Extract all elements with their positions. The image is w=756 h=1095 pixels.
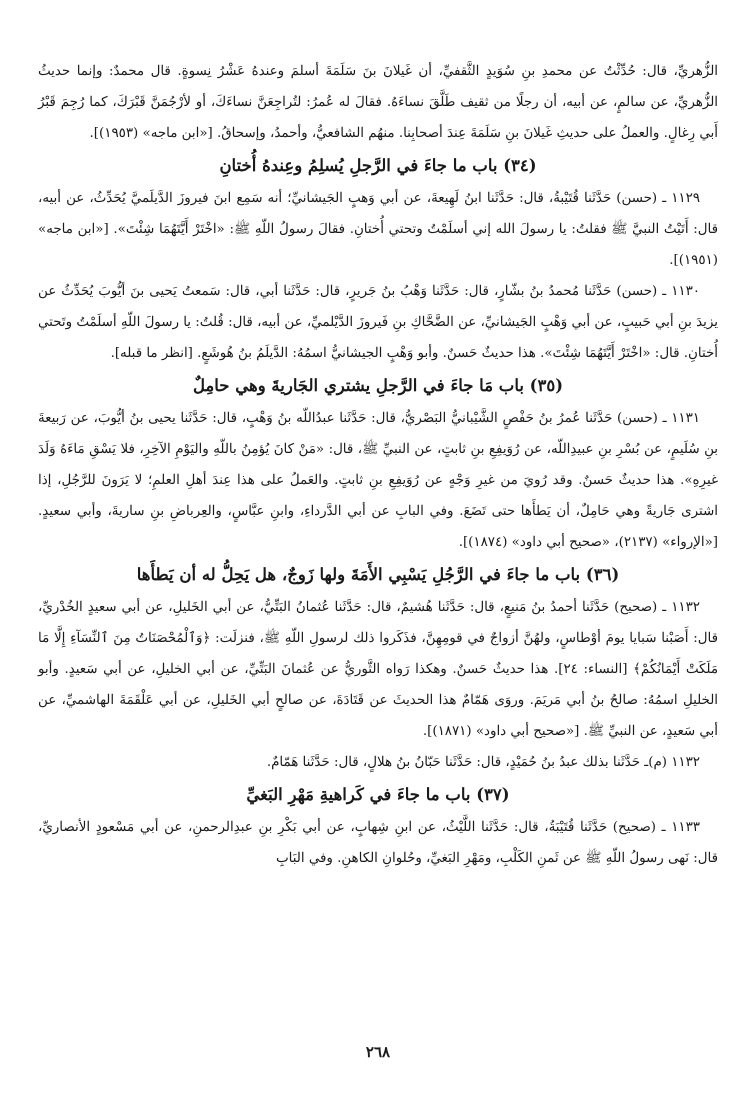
text-paragraph: الزُّهريِّ، قال: حُدِّثْتُ عن محمدِ بنِ سُوَيدٍ الثَّقفيِّ، أن غَيلانَ بنَ سَلَمَةَ أسلمَ وعندهُ عَشْرُ نِسوةٍ. قال محمدٌ: وإنما حديثُ الزُّهريِّ، عن سالمٍ، عن أبيه، أن رجلًا من ثقيف طَلَّقَ نساءَهُ. فقالَ له عُمرُ: لتُراجِعَنَّ نساءَكَ، أو لأرْجُمَنَّ قَبْرَكَ، كما رُجِمَ قَبْرُ أَبي رِغالٍ. والعملُ على حديثِ غَيلانَ بنِ سَلَمَةَ عِندَ أصحابِنا. منهُم الشافعيُّ، وأحمدُ، وإسحاقُ. [«ابن ماجه» (١٩٥٣)]. (38, 64, 718, 141)
page-body (38, 56, 718, 1056)
chapter-heading: (٣٥) باب مَا جاءَ في الرَّجلِ يشتري الجَاريةَ وهي حامِلٌ (192, 376, 564, 395)
text-paragraph: ١١٣٠ ـ (حسن) حَدَّثَنا مُحمدُ بنُ بشّارٍ، قال: حَدَّثَنا وَهْبُ بنُ جَريرٍ، قال: حَدَّثَنا أبي، قال: سَمعتُ يَحيى بنَ أيُّوبَ يُحَدِّثُ عن يزيدَ بنِ أبي حَبيبٍ، عن أبي وَهْبٍ الجَيشانيِّ، عن الضَّحَّاكِ بنِ فَيروزَ الدَّيْلميِّ، عن أبيه، قال: قُلتُ: يا رسولَ اللّهِ أسلَمْتُ وتَحتي أُختانِ. قال: «اخْتَرْ أَيَّتَهُمَا شِئْتَ». هذا حديثٌ حَسنٌ. وأبو وَهْبٍ الجيشانيُّ اسمُهُ: الدَّيلَمُ بنُ هُوشَعٍ. [انظر ما قبله]. (38, 284, 718, 361)
text-paragraph: ١١٣٢ (م)ـ حَدَّثَنا بذلك عبدُ بنُ حُمَيْدٍ، قال: حَدَّثَنا حَبّانُ بنُ هلالٍ، قال: حَدَّثَنا هَمّامٌ. (266, 755, 700, 770)
chapter-heading: (٣٦) باب ما جاءَ في الرَّجُلِ يَسْبِي الأَمَةَ ولها زَوجٌ، هل يَحِلُّ له أن يَطأَها (136, 565, 620, 584)
text-paragraph: ١١٢٩ ـ (حسن) حَدَّثَنا قُتَيْبةُ، قال: حَدَّثَنا ابنُ لَهِيعةَ، عن أبي وَهبٍ الجَيشانيِّ؛ أنه سَمِع ابنَ فيروزَ الدَّيلَميَّ يُحَدِّثُ، عن أبيه، قال: أَتَيْتُ النبيَّ ﷺ فقلتُ: يا رسولَ الله إني أسلَمْتُ وتحتي أُختانِ. فقالَ رسولُ اللّهِ ﷺ: «اخْتَرْ أَيَّتَهُمَا شِئْتَ». [«ابن ماجه» (١٩٥١)]. (38, 191, 718, 268)
chapter-heading: (٣٧) باب ما جاءَ في كَراهيةِ مَهْرِ البَغيِّ (246, 785, 510, 804)
text-paragraph: ١١٣٢ ـ (صحيح) حَدَّثَنا أحمدُ بنُ مَنيعٍ، قال: حَدَّثَنا هُشيمٌ، قال: حَدَّثَنا عُثمانُ البَتِّيُّ، عن أبي الخَليلِ، عن أبي سعيدٍ الخُدْريِّ، قال: أَصَبْنا سَبايا يومَ أوْطاسٍ، ولهُنَّ أزواجٌ في قومِهِنَّ، فذَكَروا ذلك لرسولِ اللّهِ ﷺ، فنزلَت: ﴿وَٱلْمُحْصَنَاتُ مِنَ ٱلنِّسَآءِ إِلَّا مَا مَلَكَتْ أَيْمَانُكُمْ﴾ [النساء: ٢٤]. هذا حديثٌ حَسنٌ. وهكذا رَواه الثَّوريُّ عن عُثمانَ البَتِّيِّ، عن أبي الخليلِ، عن أبي سَعيدٍ. وأبو الخليلِ اسمُهُ: صالحُ بنُ أبي مَريَمَ. وروَى هَمّامٌ هذا الحديثَ عن قَتَادَةَ، عن صالحٍ أبي الخَليلِ، عن أبي عَلْقَمَةَ الهاشميِّ، عن أبي سَعيدٍ، عن النبيِّ ﷺ. [«صحيح أبي داود» (١٨٧١)]. (38, 600, 718, 739)
chapter-heading: (٣٤) باب ما جاءَ في الرَّجلِ يُسلِمُ وعِندهُ أُختانِ (219, 156, 537, 175)
text-paragraph: ١١٣٣ ـ (صحيح) حَدَّثَنا قُتَيْبَةُ، قال: حَدَّثَنا اللَّيْثُ، عن ابنِ شِهابٍ، عن أبي بَكْرِ بنِ عبدِالرحمنِ، عن أبي مَسْعودٍ الأنصاريِّ، قال: نَهى رسولُ اللّهِ ﷺ عن ثَمنِ الكَلْبِ، ومَهْرِ البَغيِّ، وحُلوانِ الكاهنِ. وفي البَابِ (38, 820, 718, 866)
page-number: ٢٦٨ (365, 1043, 391, 1061)
text-paragraph: ١١٣١ ـ (حسن) حَدَّثَنا عُمرُ بنُ حَفْصٍ الشَّيْبانيُّ البَصْريُّ، قال: حَدَّثَنا عبدُاللّه بنُ وَهْبٍ، قال: حَدَّثَنا يحيى بنُ أيُّوبَ، عن رَبيعةَ بنِ سُلَيمٍ، عن بُسْرِ بنِ عبيدِاللّه، عن رُوَيفِعِ بنِ ثابتٍ، عن النبيِّ ﷺ، قال: «مَنْ كانَ يُؤمِنُ باللّهِ واليَوْمِ الآخِرِ، فلا يَسْقِ مَاءَهُ وَلَدَ غيرِهِ». هذا حديثٌ حَسنٌ. وقد رُويَ من غيرِ وَجْهٍ عن رُوَيفِعِ بنِ ثابتٍ. والعَملُ على هذا عِندَ أهلِ العلمِ؛ لا يَرَونَ للرَّجُلِ، إذا اشترى جَاريةً وهي حَامِلٌ، أن يَطأَها حتى تَضَعَ. وفي البابِ عن أبي الدَّرداءِ، وابنِ عبَّاسٍ، والعِرباضِ بنِ ساريةَ، وأبي سعيدٍ. [«الإرواء» (٢١٣٧)، «صحيح أبي داود» (١٨٧٤)]. (38, 411, 718, 550)
